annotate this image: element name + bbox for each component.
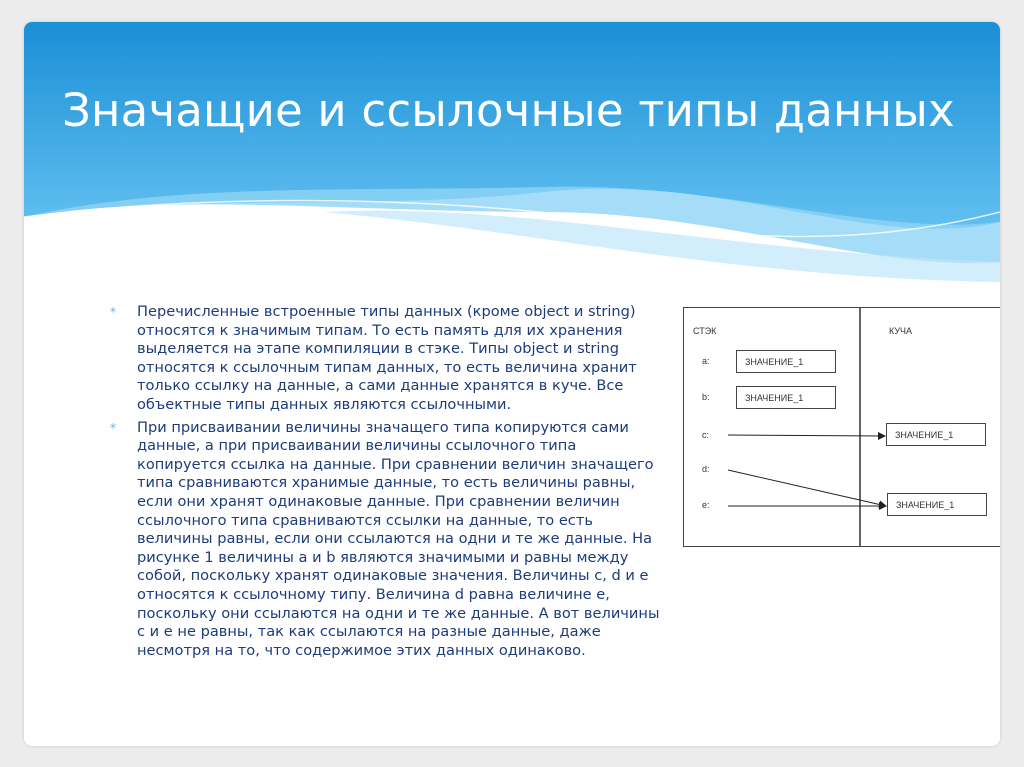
heap-value-box-de: ЗНАЧЕНИЕ_1 bbox=[887, 493, 987, 516]
text-line: c и e не равны, так как ссылаются на разные данные, даже bbox=[137, 623, 601, 641]
text-line: Перечисленные встроенные типы данных (кроме object и string) bbox=[137, 303, 636, 320]
bullet-paragraph bbox=[110, 419, 670, 661]
text-line: поскольку они ссылаются на одни и те же данные. А вот величины bbox=[137, 604, 660, 622]
stack-heap-diagram bbox=[683, 307, 1000, 547]
var-b-label: b: bbox=[702, 392, 710, 402]
text-line: несмотря на то, что содержимое этих данных одинаково. bbox=[137, 641, 586, 659]
header-wave-background bbox=[24, 22, 1000, 292]
reference-arrows bbox=[684, 308, 1000, 546]
text-line: рисунке 1 величины a и b являются значимыми и равны между bbox=[137, 548, 629, 566]
bullet-icon: * bbox=[110, 420, 116, 435]
bullet-icon: * bbox=[110, 305, 116, 319]
heap-label: КУЧА bbox=[889, 326, 913, 336]
text-line: относятся к ссылочному типу. Величина d равна величине e, bbox=[137, 585, 610, 603]
text-line: объектные типы данных являются ссылочными. bbox=[137, 395, 512, 413]
body-text bbox=[110, 303, 670, 664]
text-line: только ссылку на данные, а сами данные хранятся в куче. Все bbox=[137, 377, 624, 395]
var-a-label: a: bbox=[702, 356, 710, 366]
text-line: ссылочного типа сравниваются ссылки на данные, то есть bbox=[137, 511, 593, 529]
stack-label: СТЭК bbox=[693, 326, 717, 336]
stack-value-box-b: ЗНАЧЕНИЕ_1 bbox=[736, 386, 836, 409]
heap-value-box-c: ЗНАЧЕНИЕ_1 bbox=[886, 423, 986, 446]
text-line: собой, поскольку хранят одинаковые значения. Величины c, d и e bbox=[137, 567, 649, 585]
text-line: если они хранят одинаковые данные. При сравнении величин bbox=[137, 492, 620, 510]
slide-title: Значащие и ссылочные типы данных bbox=[62, 84, 955, 137]
var-e-label: e: bbox=[702, 500, 710, 510]
text-line: типа сравниваются хранимые данные, то есть величины равны, bbox=[137, 474, 636, 492]
text-line: относятся к ссылочным типам данных, то есть величина хранит bbox=[137, 358, 637, 376]
slide bbox=[24, 22, 1000, 746]
text-line: данные, а при присваивании величины ссылочного типа bbox=[137, 437, 577, 455]
text-line: относятся к значимым типам. То есть память для их хранения bbox=[137, 321, 623, 339]
stack-value-box-a: ЗНАЧЕНИЕ_1 bbox=[736, 350, 836, 373]
arrow-c bbox=[728, 435, 885, 436]
bullet-paragraph bbox=[110, 303, 670, 415]
text-line: выделяется на этапе компиляции в стэке. Типы object и string bbox=[137, 340, 619, 358]
var-c-label: c: bbox=[702, 430, 710, 440]
text-line: При присваивании величины значащего типа копируются сами bbox=[137, 418, 629, 436]
var-d-label: d: bbox=[702, 464, 710, 474]
arrow-d bbox=[728, 470, 886, 506]
text-line: копируется ссылка на данные. При сравнении величин значащего bbox=[137, 455, 654, 473]
text-line: величины равны, если они ссылаются на одни и те же данные. На bbox=[137, 530, 653, 548]
